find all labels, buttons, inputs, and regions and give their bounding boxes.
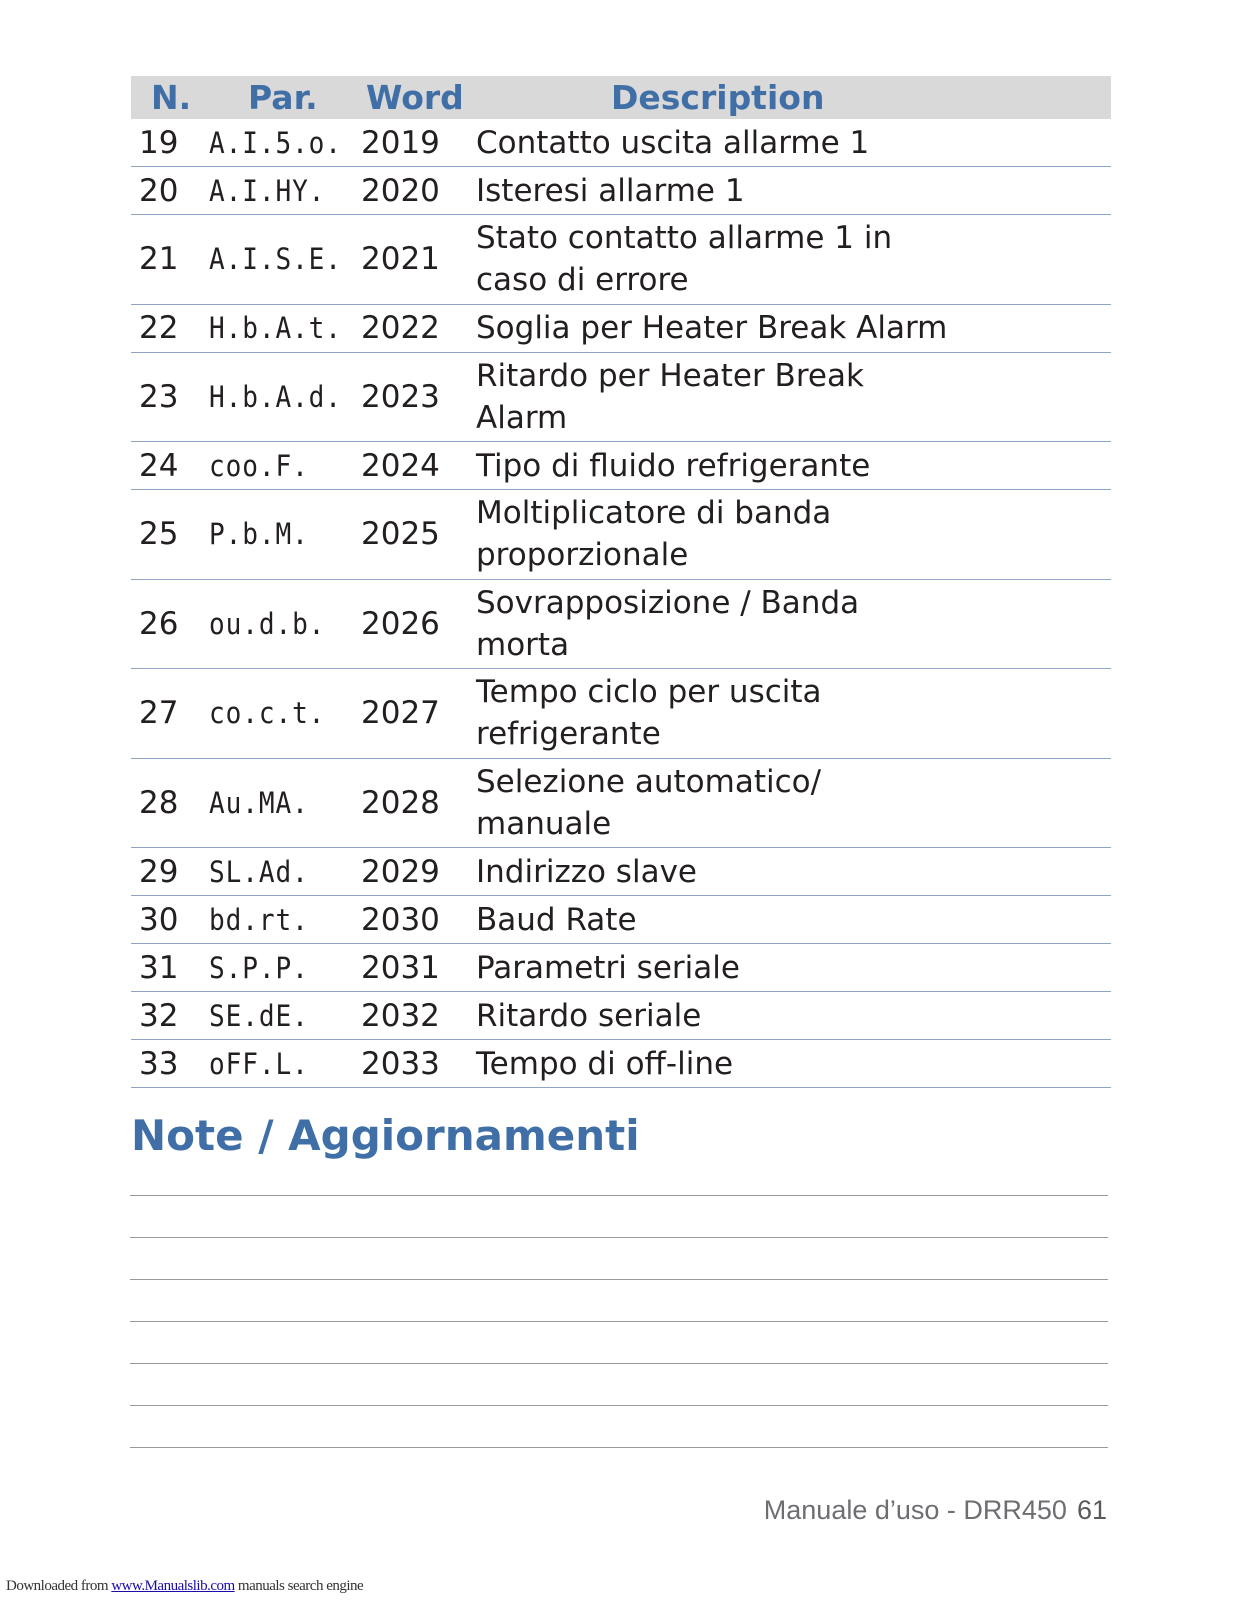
table-row — [131, 119, 1111, 167]
description-line: Contatto uscita allarme 1 — [476, 124, 870, 161]
row-word: 2032 — [361, 997, 440, 1034]
row-description — [476, 353, 1106, 442]
description-line: manuale — [476, 805, 612, 842]
table-body — [131, 119, 1111, 1088]
table-row — [131, 944, 1111, 992]
row-word: 2026 — [361, 605, 440, 642]
header-par: Par. — [248, 78, 318, 117]
row-word: 2027 — [361, 695, 440, 732]
row-parameter: H.b.A.d. — [209, 379, 342, 414]
description-line: Stato contatto allarme 1 in — [476, 220, 893, 257]
table-row — [131, 669, 1111, 759]
note-line — [130, 1237, 1108, 1238]
row-parameter: SE.dE. — [209, 998, 309, 1033]
row-parameter: ou.d.b. — [209, 606, 326, 641]
row-word: 2024 — [361, 447, 440, 484]
row-word: 2028 — [361, 784, 440, 821]
row-parameter: A.I.HY. — [209, 173, 326, 208]
row-number: 26 — [139, 605, 179, 642]
table-row — [131, 759, 1111, 849]
description-line: refrigerante — [476, 716, 661, 753]
description-line: Tempo ciclo per uscita — [476, 674, 822, 711]
description-line: Baud Rate — [476, 901, 637, 938]
row-number: 32 — [139, 997, 179, 1034]
row-parameter: H.b.A.t. — [209, 311, 342, 345]
table-row — [131, 442, 1111, 490]
table-row — [131, 848, 1111, 896]
row-number: 31 — [139, 949, 179, 986]
description-line: Tempo di off-line — [476, 1045, 734, 1082]
row-word: 2023 — [361, 378, 440, 415]
row-parameter: co.c.t. — [209, 696, 326, 731]
row-parameter: oFF.L. — [209, 1046, 309, 1081]
description-line: Tipo di fluido refrigerante — [476, 447, 871, 484]
row-description — [476, 896, 1106, 943]
description-line: Indirizzo slave — [476, 853, 697, 890]
description-line: Selezione automatico/ — [476, 763, 822, 800]
header-word: Word — [366, 78, 464, 117]
row-parameter: P.b.M. — [209, 517, 309, 552]
description-line: caso di errore — [476, 262, 689, 299]
download-prefix: Downloaded from — [6, 1578, 112, 1594]
row-description — [476, 167, 1106, 214]
page-number: 61 — [1076, 1495, 1107, 1525]
row-word: 2033 — [361, 1045, 440, 1082]
note-line — [130, 1279, 1108, 1280]
table-row — [131, 215, 1111, 305]
description-line: Ritardo seriale — [476, 997, 702, 1034]
download-note — [6, 1578, 363, 1595]
parameter-table — [131, 76, 1111, 1088]
row-number: 23 — [139, 378, 179, 415]
manualslib-link[interactable]: www.Manualslib.com — [111, 1578, 235, 1594]
row-description — [476, 305, 1106, 352]
manual-title: Manuale d’uso - DRR450 — [763, 1495, 1067, 1525]
row-description — [476, 759, 1106, 848]
row-parameter: Au.MA. — [209, 785, 309, 820]
description-line: proporzionale — [476, 537, 689, 574]
header-description: Description — [611, 78, 825, 117]
table-row — [131, 580, 1111, 670]
row-parameter: SL.Ad. — [209, 854, 309, 889]
description-line: Ritardo per Heater Break — [476, 357, 864, 394]
table-row — [131, 353, 1111, 443]
row-word: 2025 — [361, 516, 440, 553]
header-n: N. — [151, 78, 192, 117]
row-word: 2029 — [361, 853, 440, 890]
row-word: 2030 — [361, 901, 440, 938]
row-description — [476, 1040, 1106, 1087]
row-parameter: S.P.P. — [209, 950, 309, 985]
row-description — [476, 992, 1106, 1039]
table-row — [131, 896, 1111, 944]
row-number: 28 — [139, 784, 179, 821]
row-word: 2021 — [361, 241, 440, 278]
row-word: 2031 — [361, 949, 440, 986]
download-suffix: manuals search engine — [234, 1578, 364, 1594]
row-description — [476, 119, 1106, 166]
notes-title: Note / Aggiornamenti — [131, 1111, 640, 1160]
row-parameter: coo.F. — [209, 448, 309, 483]
row-number: 24 — [139, 447, 179, 484]
row-number: 22 — [139, 310, 179, 346]
row-number: 25 — [139, 516, 179, 553]
description-line: Parametri seriale — [476, 949, 740, 986]
page-footer — [764, 1495, 1107, 1526]
table-row — [131, 305, 1111, 353]
row-description — [476, 848, 1106, 895]
description-line: morta — [476, 626, 570, 663]
row-parameter: A.I.5.o. — [209, 125, 342, 160]
table-row — [131, 1040, 1111, 1088]
row-description — [476, 215, 1106, 304]
row-description — [476, 669, 1106, 758]
table-header — [131, 76, 1111, 119]
table-row — [131, 490, 1111, 580]
table-row — [131, 992, 1111, 1040]
description-line: Soglia per Heater Break Alarm — [476, 310, 948, 346]
note-line — [130, 1363, 1108, 1364]
row-description — [476, 442, 1106, 489]
row-parameter: bd.rt. — [209, 902, 309, 937]
row-description — [476, 490, 1106, 579]
row-word: 2022 — [361, 310, 440, 346]
description-line: Isteresi allarme 1 — [476, 172, 745, 209]
row-number: 33 — [139, 1045, 179, 1082]
row-description — [476, 944, 1106, 991]
note-line — [130, 1195, 1108, 1196]
note-line — [130, 1321, 1108, 1322]
description-line: Moltiplicatore di banda — [476, 495, 832, 532]
row-number: 29 — [139, 853, 179, 890]
row-number: 19 — [139, 124, 179, 161]
description-line: Alarm — [476, 399, 568, 436]
description-line: Sovrapposizione / Banda — [476, 584, 860, 621]
row-number: 21 — [139, 241, 179, 278]
row-number: 30 — [139, 901, 179, 938]
note-line — [130, 1405, 1108, 1406]
row-word: 2019 — [361, 124, 440, 161]
table-row — [131, 167, 1111, 215]
note-line — [130, 1447, 1108, 1448]
row-number: 27 — [139, 695, 179, 732]
row-description — [476, 580, 1106, 669]
row-number: 20 — [139, 172, 179, 209]
row-parameter: A.I.S.E. — [209, 242, 342, 277]
row-word: 2020 — [361, 172, 440, 209]
